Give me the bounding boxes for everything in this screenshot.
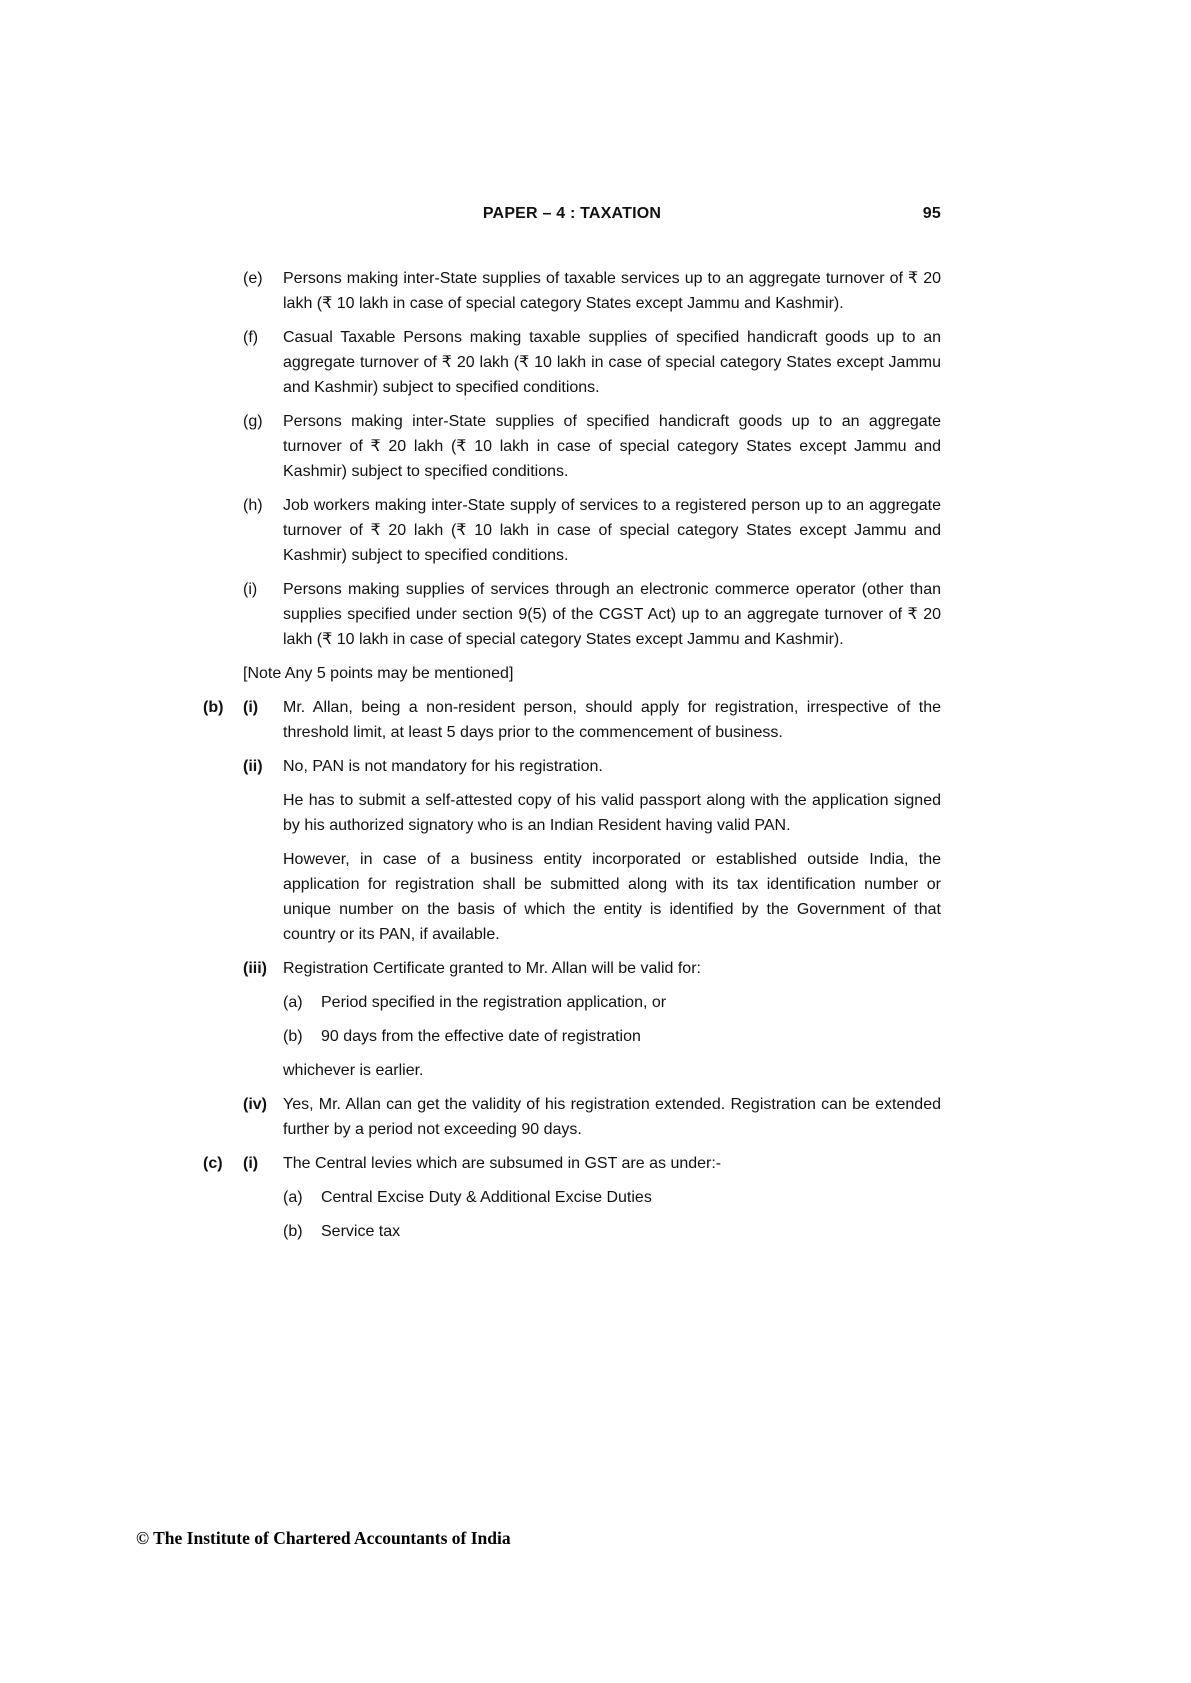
- list-marker: (ii): [243, 758, 263, 775]
- list-marker: (i): [243, 699, 259, 716]
- paragraph-text: whichever is earlier.: [283, 1062, 424, 1079]
- outer-label: [203, 493, 243, 568]
- list-marker: (iii): [243, 960, 267, 977]
- list-marker: [243, 1185, 283, 1210]
- paragraph-text: Persons making inter-State supplies of taxable services up to an aggregate turnover of ₹ 20 lakh (₹ 10 lakh in case of special category States except Jammu and Kashmir).: [283, 270, 941, 312]
- outer-label: [203, 409, 243, 484]
- page-footer: [136, 1528, 511, 1549]
- outer-label: [203, 325, 243, 400]
- page-title: PAPER – 4 : TAXATION: [482, 205, 662, 222]
- outer-label: [203, 990, 243, 1015]
- paragraph-text: The Central levies which are subsumed in GST are as under:-: [283, 1155, 722, 1172]
- paragraph-text: Casual Taxable Persons making taxable supplies of specified handicraft goods up to an aggregate turnover of ₹ 20 lakh (₹ 10 lakh in case of special category States except Jammu and Kashmir) subject to specified conditions.: [283, 329, 941, 396]
- sub-item: [283, 990, 941, 1015]
- page-number: 95: [922, 205, 941, 222]
- outer-label: [203, 1058, 243, 1083]
- paragraph-text: No, PAN is not mandatory for his registration.: [283, 758, 603, 775]
- paragraph-text: Central Excise Duty & Additional Excise Duties: [321, 1189, 652, 1206]
- outer-label: [203, 754, 243, 779]
- outer-label: [203, 1024, 243, 1049]
- list-marker: (f): [243, 329, 259, 346]
- sub-item: [283, 1219, 941, 1244]
- sub-item: [283, 1024, 941, 1049]
- list-item: [203, 409, 941, 484]
- outer-label: [203, 847, 243, 947]
- page-header: [203, 205, 941, 223]
- note-row: [203, 661, 941, 686]
- paragraph-text: Service tax: [321, 1223, 401, 1240]
- list-marker: [243, 1219, 283, 1244]
- list-item: [203, 577, 941, 652]
- paragraph-row: [203, 1058, 941, 1083]
- list-marker: (i): [243, 581, 258, 598]
- paragraph-text: 90 days from the effective date of registration: [321, 1028, 641, 1045]
- list-item: [203, 1151, 941, 1176]
- paragraph-text: Period specified in the registration application, or: [321, 994, 667, 1011]
- sub-list-item: [203, 1185, 941, 1210]
- list-item: [203, 266, 941, 316]
- list-item: [203, 493, 941, 568]
- outer-label: [203, 577, 243, 652]
- outer-label: (c): [203, 1155, 223, 1172]
- list-item: [203, 1092, 941, 1142]
- sub-list-marker: (a): [283, 1189, 303, 1206]
- sub-list-marker: (b): [283, 1223, 303, 1240]
- outer-label: [203, 1219, 243, 1244]
- sub-list-item: [203, 1024, 941, 1049]
- paragraph-row: [203, 788, 941, 838]
- sub-item: [283, 1185, 941, 1210]
- list-item: [203, 695, 941, 745]
- list-marker: [243, 1058, 283, 1083]
- outer-label: [203, 1092, 243, 1142]
- outer-label: [203, 266, 243, 316]
- paragraph-row: [203, 847, 941, 947]
- list-item: [203, 325, 941, 400]
- list-item: [203, 754, 941, 779]
- list-marker: [243, 788, 283, 838]
- outer-label: [203, 956, 243, 981]
- list-marker: (h): [243, 497, 263, 514]
- list-marker: (iv): [243, 1096, 267, 1113]
- sub-list-item: [203, 990, 941, 1015]
- list-marker: (e): [243, 270, 263, 287]
- outer-label: [203, 661, 243, 686]
- outer-label: [203, 788, 243, 838]
- paragraph-text: Mr. Allan, being a non-resident person, should apply for registration, irrespective of the threshold limit, at least 5 days prior to the commencement of business.: [283, 699, 941, 741]
- paragraph-text: Yes, Mr. Allan can get the validity of his registration extended. Registration can be extended further by a period not exceeding 90 days.: [283, 1096, 941, 1138]
- sub-list-marker: (b): [283, 1028, 303, 1045]
- sub-list-marker: (a): [283, 994, 303, 1011]
- paragraph-text: Persons making inter-State supplies of specified handicraft goods up to an aggregate turnover of ₹ 20 lakh (₹ 10 lakh in case of special category States except Jammu and Kashmir) subject to specified conditions.: [283, 413, 941, 480]
- note-text: [Note Any 5 points may be mentioned]: [243, 665, 514, 682]
- copyright-text: © The Institute of Chartered Accountants of India: [136, 1528, 511, 1548]
- document-body: [203, 266, 941, 1253]
- outer-label: (b): [203, 699, 224, 716]
- paragraph-text: However, in case of a business entity incorporated or established outside India, the application for registration shall be submitted along with its tax identification number or unique number on the basis of which the entity is identified by the Government of that country or its PAN, if available.: [283, 851, 941, 943]
- list-marker: [243, 1024, 283, 1049]
- paragraph-text: Registration Certificate granted to Mr. Allan will be valid for:: [283, 960, 701, 977]
- paragraph-text: Persons making supplies of services through an electronic commerce operator (other than supplies specified under section 9(5) of the CGST Act) up to an aggregate turnover of ₹ 20 lakh (₹ 10 lakh in case of special category States except Jammu and Kashmir).: [283, 581, 941, 648]
- list-marker: [243, 990, 283, 1015]
- outer-label: [203, 1185, 243, 1210]
- list-item: [203, 956, 941, 981]
- paragraph-text: He has to submit a self-attested copy of his valid passport along with the application signed by his authorized signatory who is an Indian Resident having valid PAN.: [283, 792, 941, 834]
- list-marker: (g): [243, 413, 263, 430]
- sub-list-item: [203, 1219, 941, 1244]
- paragraph-text: Job workers making inter-State supply of services to a registered person up to an aggregate turnover of ₹ 20 lakh (₹ 10 lakh in case of special category States except Jammu and Kashmir) subject to specified conditions.: [283, 497, 941, 564]
- list-marker: (i): [243, 1155, 259, 1172]
- list-marker: [243, 847, 283, 947]
